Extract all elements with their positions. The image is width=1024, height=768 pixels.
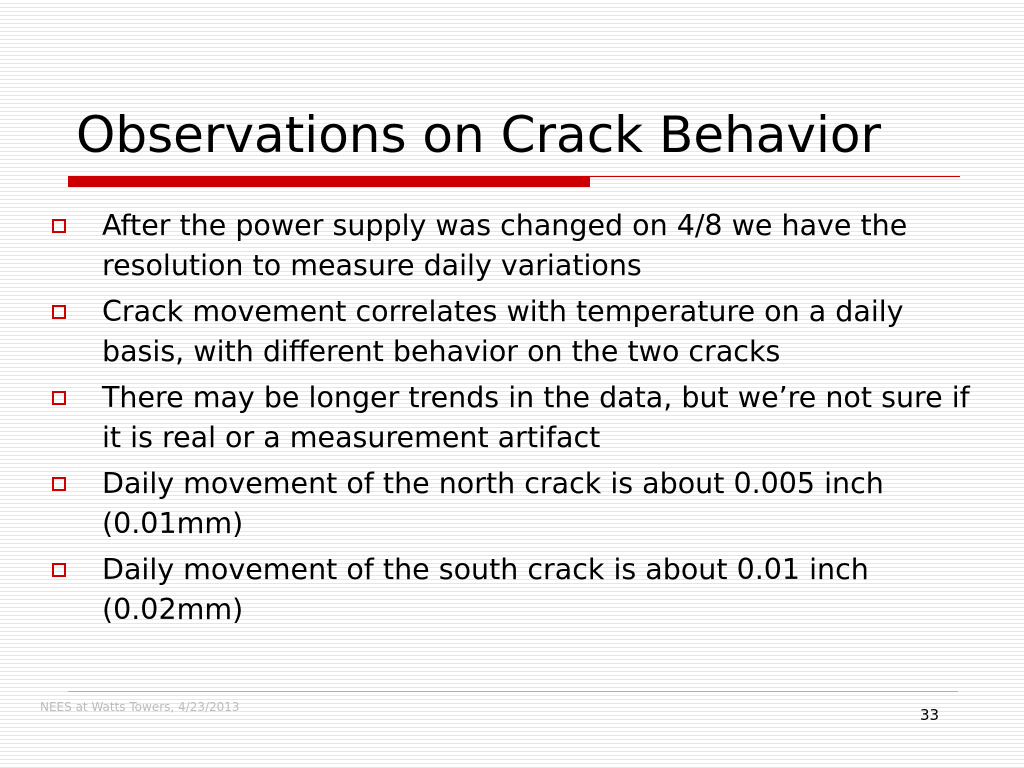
hollow-square-icon — [52, 391, 66, 405]
bullet-item — [52, 550, 982, 630]
bullet-item — [52, 464, 982, 544]
bullet-list — [52, 206, 982, 636]
title-underline-thin — [590, 176, 960, 177]
bullet-item — [52, 206, 982, 286]
footer-text: NEES at Watts Towers, 4/23/2013 — [40, 700, 240, 714]
slide-title: Observations on Crack Behavior — [76, 106, 882, 164]
bullet-text: Crack movement correlates with temperature on a daily basis, with different behavior on the two cracks — [102, 295, 904, 368]
bullet-item — [52, 292, 982, 372]
footer-divider — [68, 691, 958, 692]
title-underline-thick — [68, 176, 590, 187]
hollow-square-icon — [52, 563, 66, 577]
hollow-square-icon — [52, 305, 66, 319]
hollow-square-icon — [52, 219, 66, 233]
bullet-text: Daily movement of the north crack is about 0.005 inch (0.01mm) — [102, 467, 884, 540]
page-number: 33 — [920, 706, 940, 724]
bullet-text: Daily movement of the south crack is about 0.01 inch (0.02mm) — [102, 553, 869, 626]
bullet-text: There may be longer trends in the data, but we’re not sure if it is real or a measurement artifact — [102, 381, 970, 454]
bullet-text: After the power supply was changed on 4/8 we have the resolution to measure daily variations — [102, 209, 908, 282]
bullet-item — [52, 378, 982, 458]
hollow-square-icon — [52, 477, 66, 491]
